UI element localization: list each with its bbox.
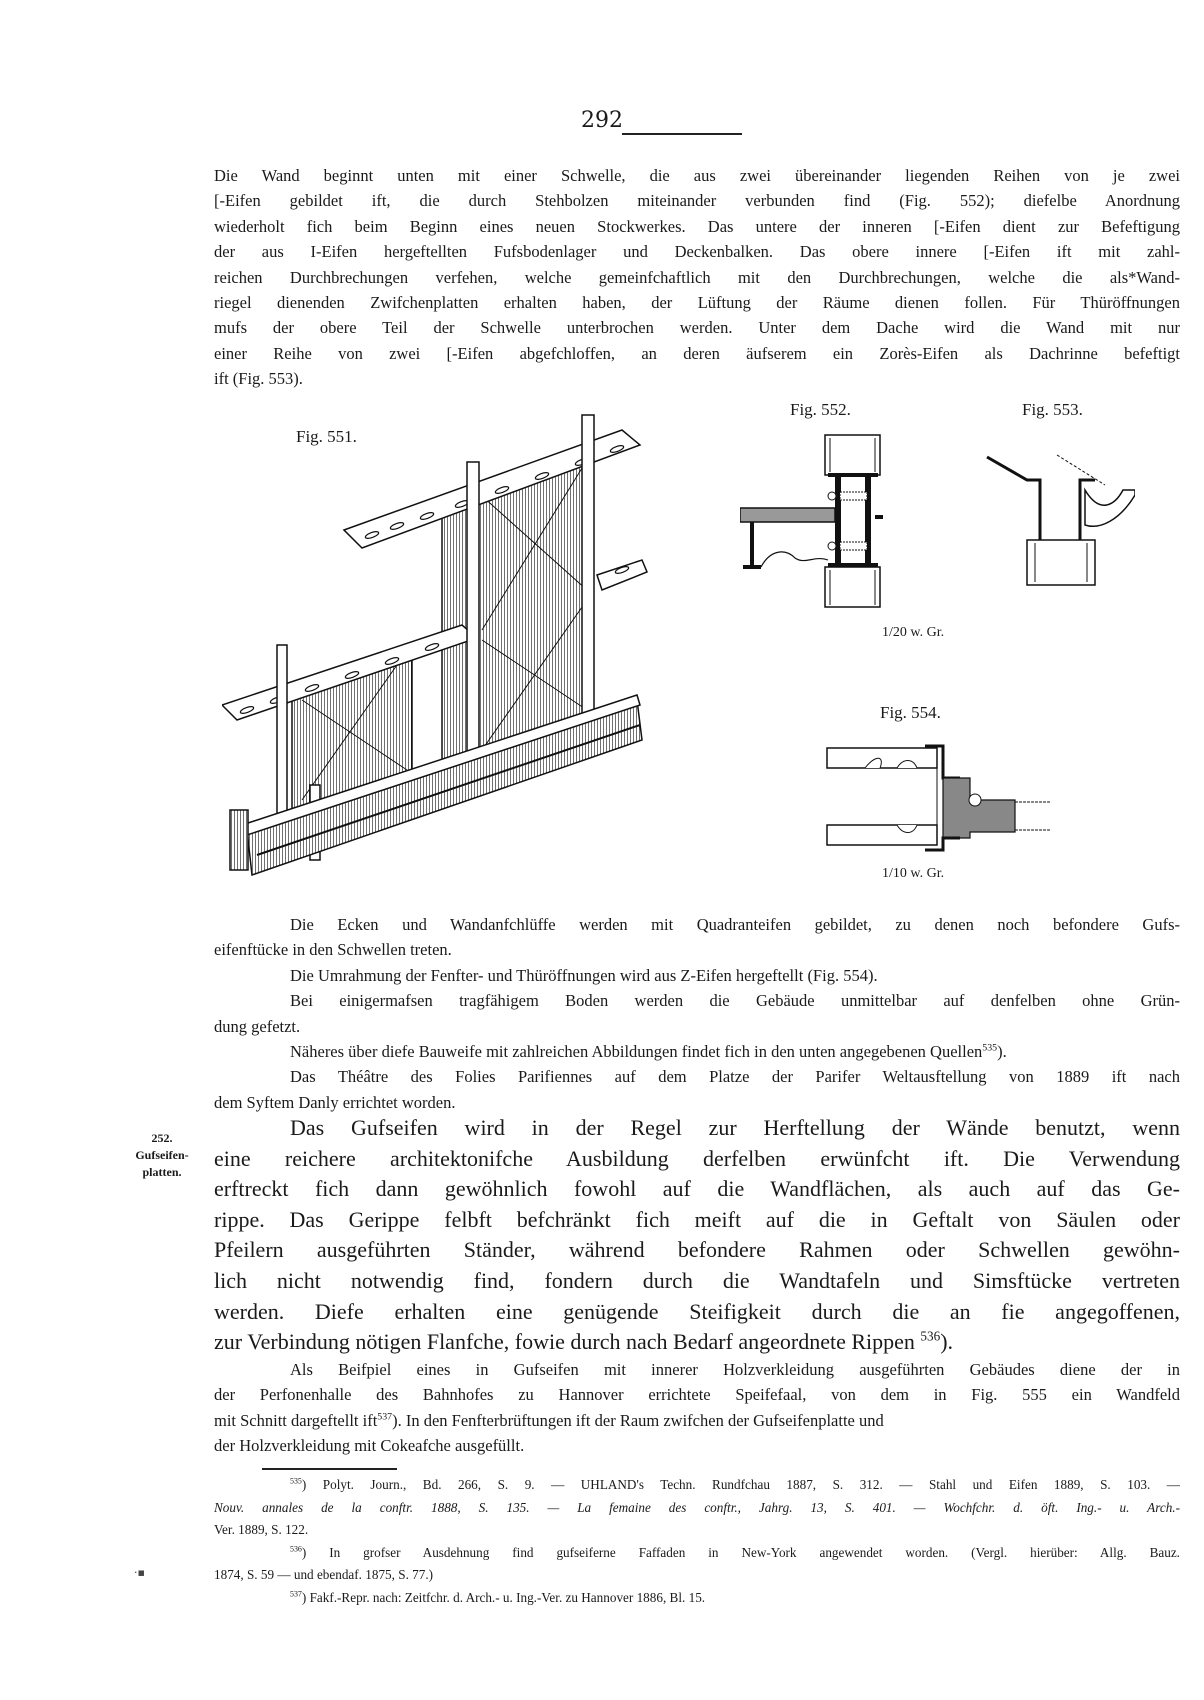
page-number-rule bbox=[622, 133, 742, 135]
text-line: Die Ecken und Wandanfchlüffe werden mit Quadranteifen gebildet, zu denen noch befondere Gufs- bbox=[290, 915, 1180, 934]
page-number: 292 bbox=[581, 108, 623, 133]
text-line: lich nicht notwendig find, fondern durch die Wandtafeln und Simsftücke vertreten bbox=[214, 1267, 1180, 1293]
text-line: wiederholt fich beim Beginn eines neuen Stockwerkes. Das untere der inneren [-Eifen dient zur Befeftigung bbox=[214, 216, 1180, 236]
fig-552-sill-section-drawing bbox=[740, 430, 910, 610]
text-line: 1874, S. 59 — und ebendaf. 1875, S. 77.) bbox=[214, 1567, 434, 1582]
text-line: Näheres über diefe Bauweife mit zahlreichen Abbildungen findet fich in den unten angegebenen Quellen$^{535}$). bbox=[290, 1042, 1007, 1062]
margin-note-title-2: platten. bbox=[142, 1165, 182, 1179]
scale-note-1-20: 1/20 w. Gr. bbox=[882, 625, 945, 640]
text-line: der Holzverkleidung mit Cokeafche ausgefüllt. bbox=[214, 1436, 525, 1456]
fig-553-gutter-section-drawing bbox=[985, 445, 1135, 590]
text-line: zur Verbindung nötigen Flanfche, fowie durch nach Bedarf angeordnete Rippen $^{536}$). bbox=[214, 1328, 954, 1355]
text-line: $^{536}$) In grofser Ausdehnung find gufseiferne Faffaden in New-York angewendet worden. (Vergl. hierüber: Allg. Bauz. bbox=[290, 1544, 1180, 1560]
text-line: der aus I-Eifen hergeftellten Fufsbodenlager und Deckenbalken. Das obere innere [-Eifen ift mit zahl- bbox=[214, 242, 1180, 262]
text-line: dung gefetzt. bbox=[214, 1016, 301, 1036]
fig-554-window-frame-section-drawing bbox=[825, 740, 1055, 860]
text-line: erftreckt fich dann gewöhnlich fowohl auf die Wandflächen, als auch auf das Ge- bbox=[214, 1176, 1180, 1202]
scan-speck-mark: ·▪ bbox=[134, 1566, 145, 1579]
margin-note-title-1: Gufseifen- bbox=[135, 1148, 189, 1162]
text-line: Als Beifpiel eines in Gufseifen mit innerer Holzverkleidung ausgeführten Gebäudes diene der in bbox=[290, 1360, 1180, 1379]
footnote-ref-535[interactable]: 535 bbox=[982, 1042, 998, 1054]
text-line: werden. Diefe erhalten eine genügende Steifigkeit durch die an fie angegoffenen, bbox=[214, 1298, 1180, 1324]
text-line: Das Gufseifen wird in der Regel zur Herftellung der Wände benutzt, wenn bbox=[290, 1115, 1180, 1140]
text-line: Die Wand beginnt unten mit einer Schwelle, die aus zwei übereinander liegenden Reihen von je zwei bbox=[214, 166, 1180, 185]
paragraph-cast-iron-plates bbox=[214, 1113, 1180, 1358]
text-line: einer Reihe von zwei [-Eifen abgefchloffen, an deren äufserem ein Zorès-Eifen als Dachrinne befeftigt bbox=[214, 343, 1180, 363]
footnote-separator bbox=[262, 1468, 397, 1470]
paragraph-wall-construction bbox=[214, 163, 1180, 392]
fig-551-wall-frame-illustration bbox=[222, 400, 672, 880]
text-line: reichen Durchbrechungen verfehen, welche gemeinfchaftlich mit den Durchbrechungen, welche die als*Wand- bbox=[214, 267, 1180, 287]
footnote-535 bbox=[214, 1474, 1180, 1542]
footnote-ref-537[interactable]: 537 bbox=[377, 1411, 393, 1423]
fig-552-label: Fig. 552. bbox=[790, 400, 851, 419]
text-line: Ver. 1889, S. 122. bbox=[214, 1522, 309, 1537]
footnote-ref-536[interactable]: 536 bbox=[920, 1328, 941, 1344]
text-line: Pfeilern ausgeführten Ständer, während befondere Rahmen oder Schwellen gewöhn- bbox=[214, 1237, 1180, 1263]
footnote-537 bbox=[214, 1587, 1180, 1610]
paragraph-corners-and-openings bbox=[214, 912, 1180, 1115]
text-line: ift (Fig. 553). bbox=[214, 369, 303, 389]
text-line: [-Eifen gebildet ift, die durch Stehbolzen miteinander verbunden find (Fig. 552); diefelbe Anordnung bbox=[214, 191, 1180, 211]
text-line: $^{535}$) Polyt. Journ., Bd. 266, S. 9. — UHLAND's Techn. Rundfchau 1887, S. 312. — Stahl und Eifen 1889, S. 103. — bbox=[290, 1476, 1180, 1492]
fig-551-label: Fig. 551. bbox=[296, 427, 357, 446]
text-line: $^{537}$) Fakf.-Repr. nach: Zeitfchr. d. Arch.- u. Ing.-Ver. zu Hannover 1886, Bl. 15. bbox=[290, 1589, 706, 1605]
text-line: dem Syftem Danly errichtet worden. bbox=[214, 1092, 456, 1112]
text-line: mufs der obere Teil der Schwelle unterbrochen werden. Unter dem Dache wird die Wand mit nur bbox=[214, 318, 1180, 338]
text-line: Die Umrahmung der Fenfter- und Thüröffnungen wird aus Z-Eifen hergeftellt (Fig. 554). bbox=[290, 965, 878, 985]
text-line: eine reichere architektonifche Ausbildung derfelben erwünfcht ift. Die Verwendung bbox=[214, 1145, 1180, 1171]
text-line: riegel dienenden Zwifchenplatten erhalten haben, der Lüftung der Räume dienen follen. Für Thüröffnungen bbox=[214, 293, 1180, 313]
footnote-536 bbox=[214, 1542, 1180, 1587]
fig-554-label: Fig. 554. bbox=[880, 703, 941, 722]
text-line: eifenftücke in den Schwellen treten. bbox=[214, 940, 452, 960]
paragraph-hannover-example bbox=[214, 1357, 1180, 1459]
margin-note-number: 252. bbox=[151, 1131, 173, 1145]
text-line: Das Théâtre des Folies Parifiennes auf dem Platze der Parifer Weltausftellung von 1889 ift nach bbox=[290, 1067, 1180, 1087]
text-line: Nouv. annales de la conftr. 1888, S. 135. — La femaine des conftr., Jahrg. 13, S. 401. — Wochfchr. d. öft. Ing.- u. Arch.- bbox=[214, 1499, 1180, 1515]
text-line: rippe. Das Gerippe felbft befchränkt fich meift auf die in Geftalt von Säulen oder bbox=[214, 1206, 1180, 1232]
scale-note-1-10: 1/10 w. Gr. bbox=[882, 866, 945, 881]
text-line: der Perfonenhalle des Bahnhofes zu Hannover errichtete Speifefaal, von dem in Fig. 555 ein Wandfeld bbox=[214, 1385, 1180, 1405]
text-line: mit Schnitt dargeftellt ift$^{537}$). In den Fenfterbrüftungen ift der Raum zwifchen der Gufseifenplatte und bbox=[214, 1410, 884, 1430]
margin-note-section-252 bbox=[112, 1130, 212, 1181]
text-line: Bei einigermafsen tragfähigem Boden werden die Gebäude unmittelbar auf denfelben ohne Grün- bbox=[290, 991, 1180, 1011]
footnotes bbox=[214, 1474, 1180, 1609]
fig-553-label: Fig. 553. bbox=[1022, 400, 1083, 419]
